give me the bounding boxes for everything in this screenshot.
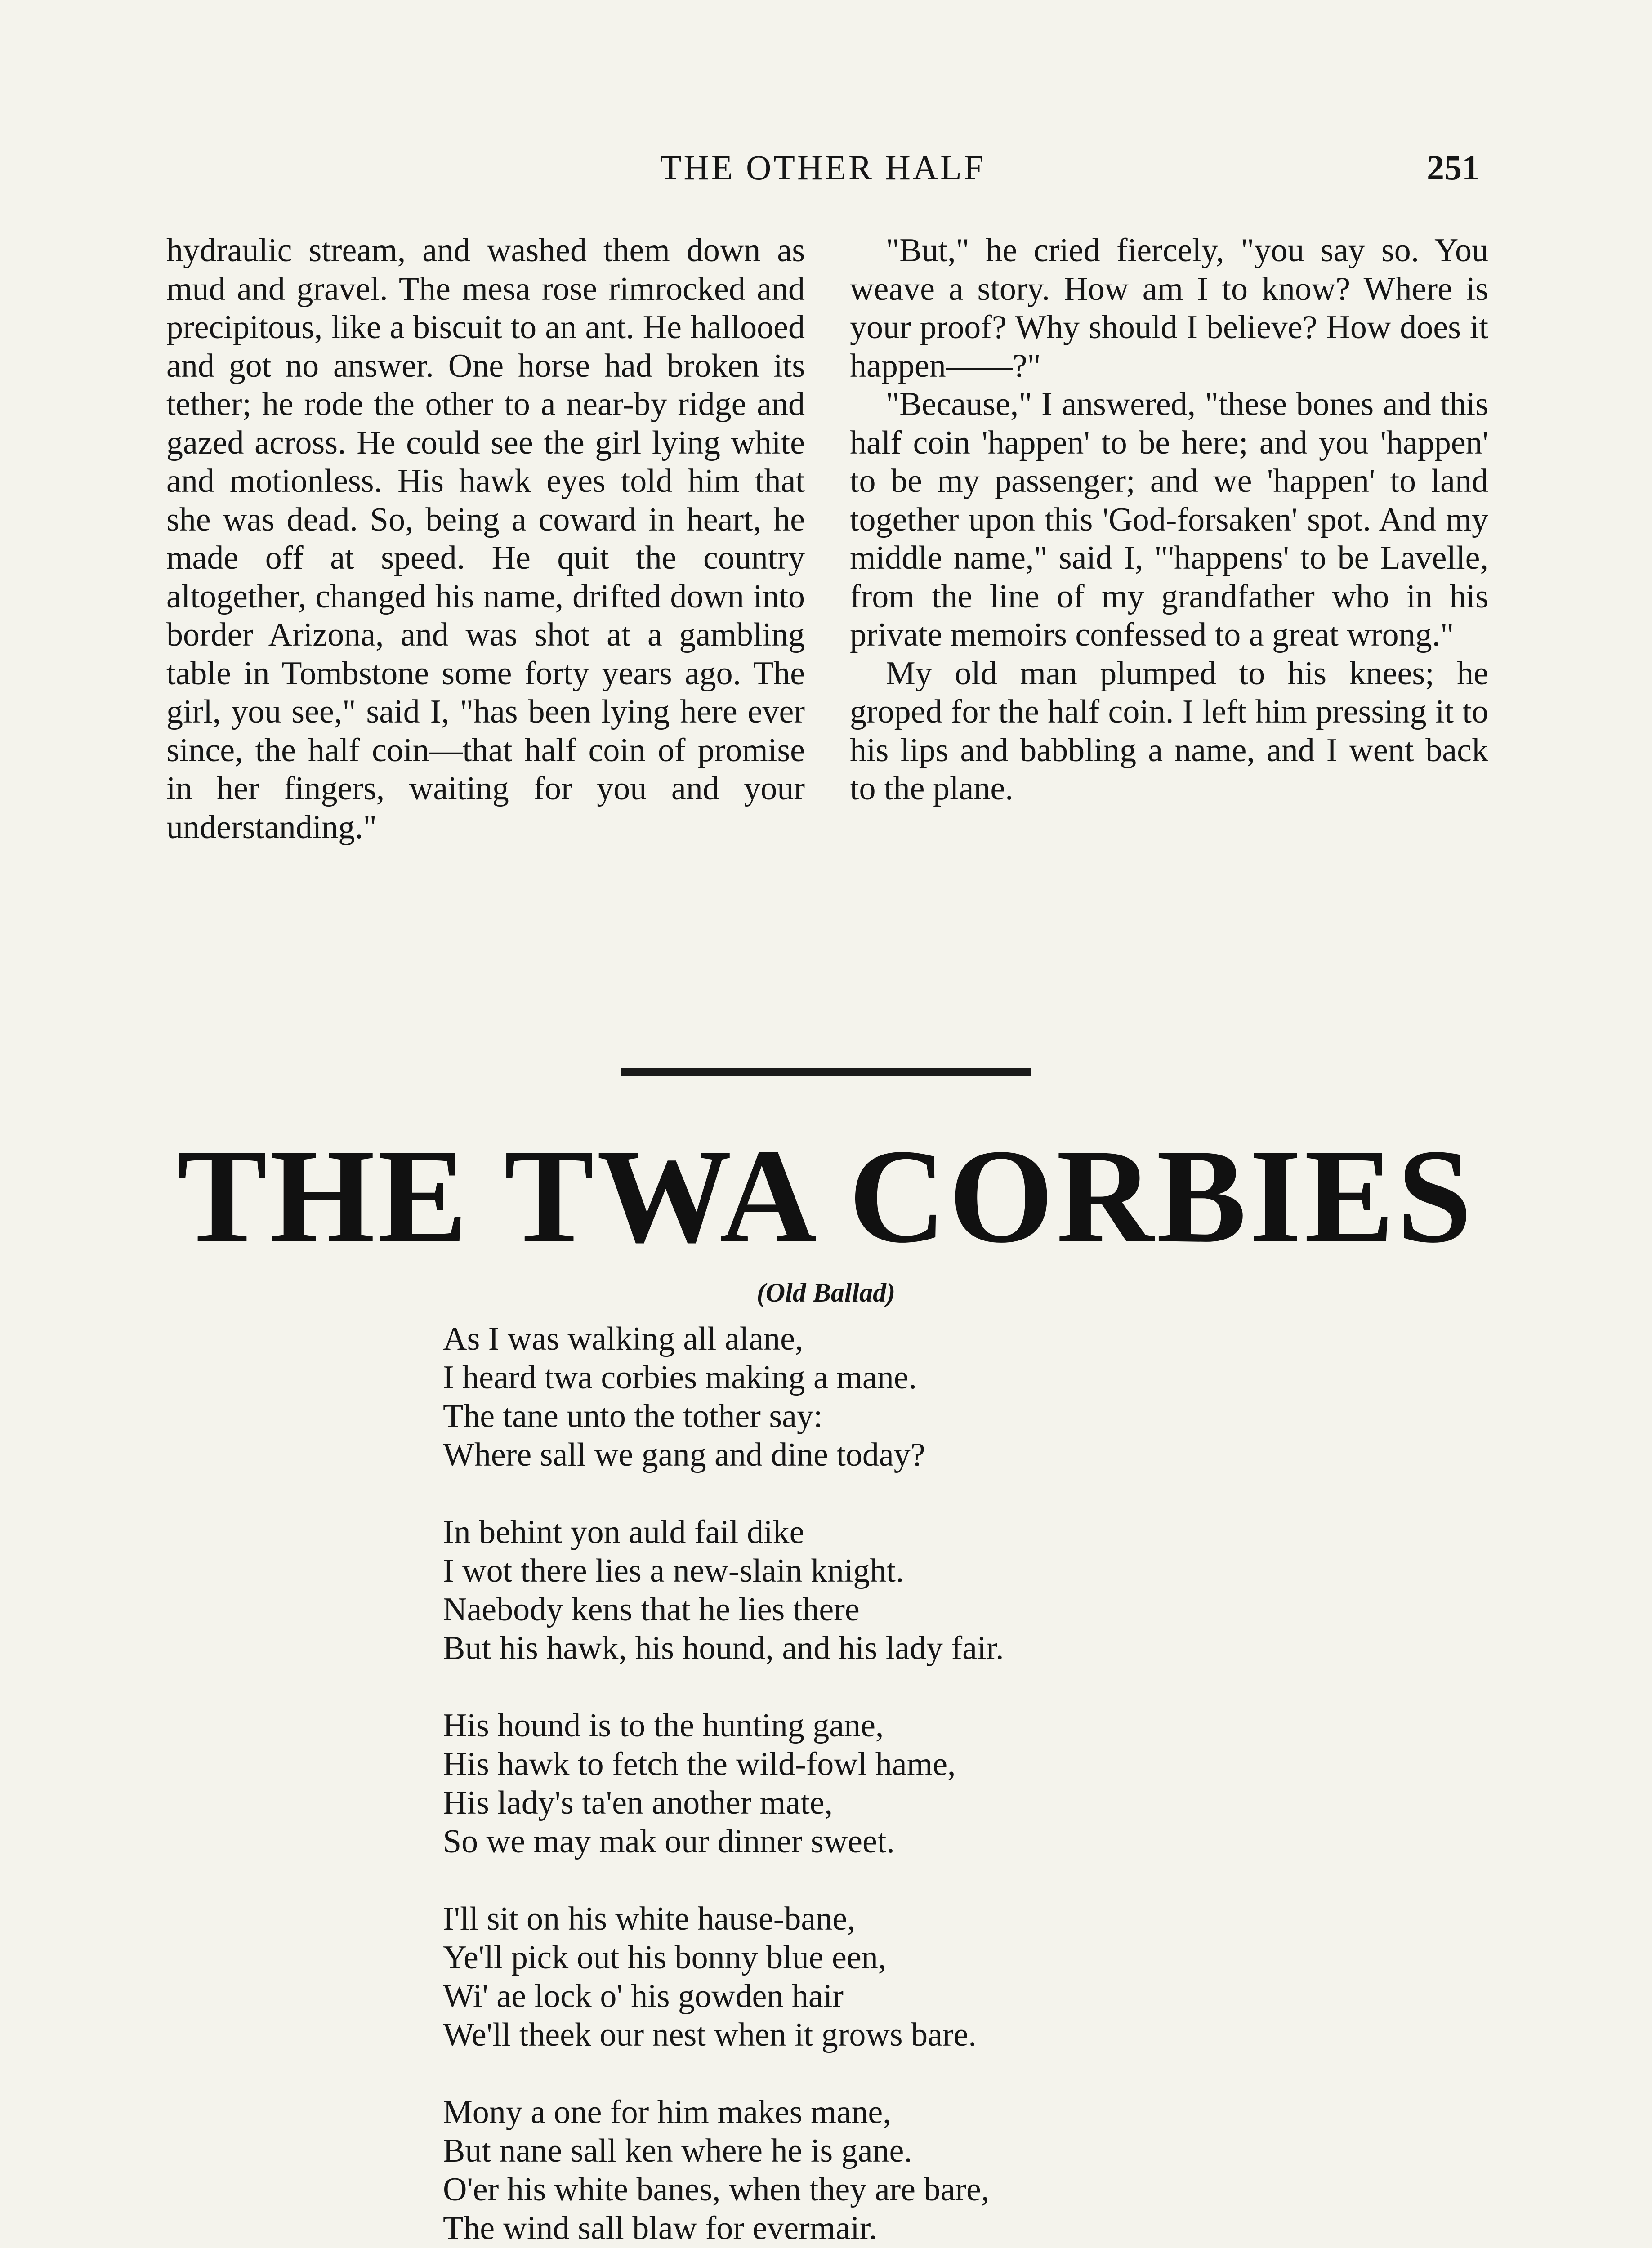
poem-line: Where sall we gang and dine today? (443, 1436, 925, 1473)
poem-line: But nane sall ken where he is gane. (443, 2132, 912, 2169)
poem-line: His lady's ta'en another mate, (443, 1784, 833, 1821)
poem-line: Mony a one for him makes mane, (443, 2094, 891, 2131)
poem-line: O'er his white banes, when they are bare, (443, 2171, 990, 2208)
poem-line: The tane unto the tother say: (443, 1398, 823, 1435)
poem-line: I'll sit on his white hause-bane, (443, 1900, 856, 1937)
poem-line: So we may mak our dinner sweet. (443, 1823, 895, 1860)
story-ending-columns (166, 232, 1488, 1036)
poem-line: As I was walking all alane, (443, 1320, 804, 1357)
poem-line: Naebody kens that he lies there (443, 1591, 860, 1628)
stanza (443, 1706, 1342, 1861)
story-subtitle: (Old Ballad) (756, 1278, 896, 1307)
poem-line: I wot there lies a new-slain knight. (443, 1552, 904, 1589)
stanza (443, 1900, 1342, 2054)
paragraph: hydraulic stream, and washed them down as mud and gravel. The mesa rose rimrocked and precipitous, like a biscuit to an ant. He hallooed and got no answer. One horse had broken its tether; he rode the other to a near-by ridge and gazed across. He could see the girl lying white and motionless. His hawk eyes told him that she was dead. So, being a coward in heart, he made off at speed. He quit the country altogether, changed his name, drifted down into border Arizona, and was shot at a gambling table in Tombstone some forty years ago. The girl, you see," said I, "has been lying here ever since, the half coin—that half coin of promise in her fingers, waiting for you and your understanding." (166, 232, 805, 846)
page-number: 251 (1427, 148, 1479, 187)
paragraph: "Because," I answered, "these bones and this half coin 'happen' to be here; and you 'happen' to be my passenger; and we 'happen' to land together upon this 'God-forsaken' spot. And my middle name," said I, "'happens' to be Lavelle, from the line of my grandfather who in his private memoirs confessed to a great wrong." (850, 386, 1488, 653)
poem-line: Ye'll pick out his bonny blue een, (443, 1939, 887, 1976)
paragraph: "But," he cried fiercely, "you say so. You weave a story. How am I to know? Where is your proof? Why should I believe? How does it happen——?" (850, 232, 1488, 384)
stanza (443, 2093, 1342, 2248)
left-column (166, 232, 805, 847)
poem-line: In behint yon auld fail dike (443, 1514, 804, 1551)
poem-line: We'll theek our nest when it grows bare. (443, 2016, 977, 2053)
running-title: THE OTHER HALF (660, 148, 986, 187)
poem-line: His hound is to the hunting gane, (443, 1707, 884, 1744)
poem-line: The wind sall blaw for evermair. (443, 2210, 877, 2247)
poem (443, 1320, 1342, 2248)
poem-line: But his hawk, his hound, and his lady fair. (443, 1630, 1004, 1667)
section-divider (621, 1068, 1031, 1076)
right-column (850, 232, 1488, 808)
paragraph: My old man plumped to his knees; he groped for the half coin. I left him pressing it to his lips and babbling a name, and I went back to the plane. (850, 655, 1488, 807)
stanza (443, 1513, 1342, 1668)
poem-line: I heard twa corbies making a mane. (443, 1359, 917, 1396)
poem-line: His hawk to fetch the wild-fowl hame, (443, 1746, 956, 1783)
story-title: THE TWA CORBIES (177, 1121, 1475, 1271)
running-head (166, 143, 1479, 192)
stanza (443, 1320, 1342, 1474)
poem-line: Wi' ae lock o' his gowden hair (443, 1978, 844, 2015)
